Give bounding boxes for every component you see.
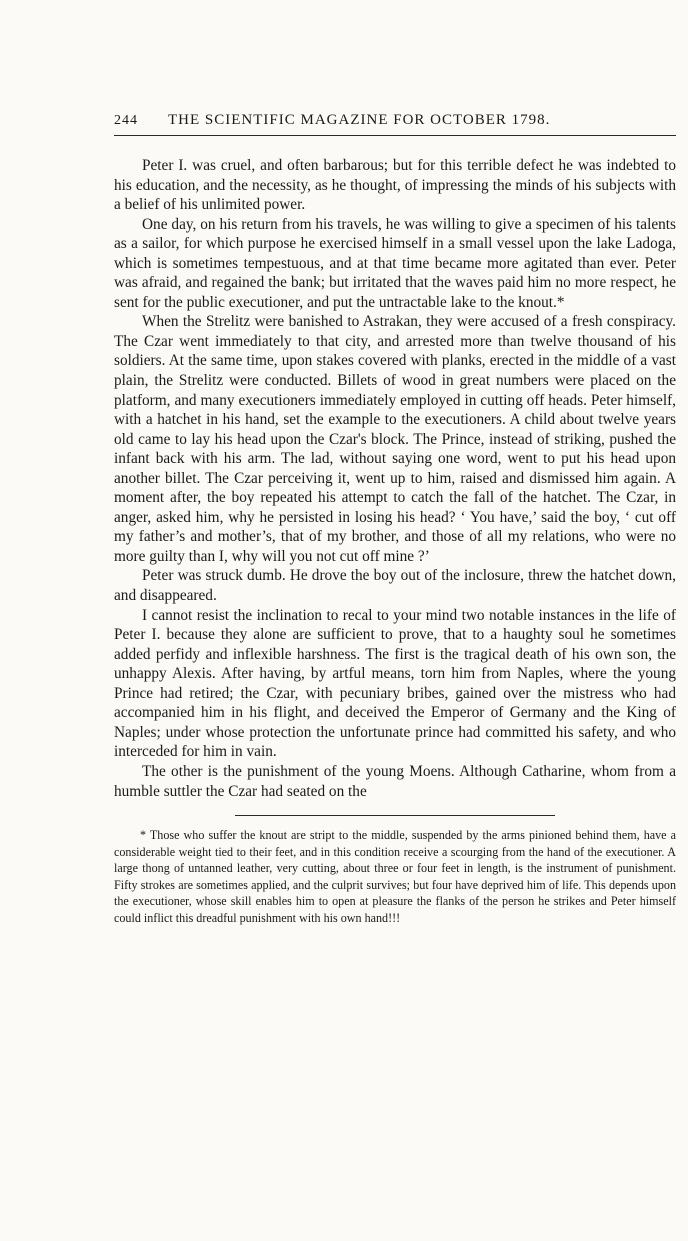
footnote-divider xyxy=(235,815,555,816)
article-body xyxy=(114,156,676,801)
page-number: 244 xyxy=(114,113,138,128)
running-header xyxy=(114,112,676,136)
footnote: * Those who suffer the knout are stript to the middle, suspended by the arms pinioned behind them, have a considerable weight tied to their feet, and in this condition receive a scourging from the hand of the executioner. A large thong of untanned leather, very cutting, about three or four feet in length, is the instrument of punishment. Fifty strokes are sometimes applied, and the culprit survives; but four have deprived him of life. This depends upon the executioner, whose skill enables him to open at pleasure the flanks of the person he strikes and Peter himself could inflict this dreadful punishment with his own hand!!! xyxy=(114,828,676,926)
paragraph: Peter was struck dumb. He drove the boy out of the inclosure, threw the hatchet down, and disappeared. xyxy=(114,567,676,605)
paragraph: One day, on his return from his travels, he was willing to give a specimen of his talents as a sailor, for which purpose he exercised himself in a small vessel upon the lake Ladoga, which is sometimes tempestuous, and at that time became more agitated than ever. Peter was afraid, and regained the bank; but irritated that the waves paid him no more respect, he sent for the public executioner, and put the untractable lake to the knout.* xyxy=(114,215,676,311)
running-title: THE SCIENTIFIC MAGAZINE FOR OCTOBER 1798. xyxy=(168,112,551,128)
page xyxy=(114,112,676,927)
paragraph: Peter I. was cruel, and often barbarous; but for this terrible defect he was indebted to his education, and the necessity, as he thought, of impressing the minds of his subjects with a belief of his unlimited power. xyxy=(114,157,676,214)
paragraph: The other is the punishment of the young Moens. Although Catharine, whom from a humble suttler the Czar had seated on the xyxy=(114,762,676,800)
paragraph: I cannot resist the inclination to recal to your mind two notable instances in the life of Peter I. because they alone are sufficient to prove, that to a haughty soul he sometimes added perfidy and inflexible harshness. The first is the tragical death of his own son, the unhappy Alexis. After having, by artful means, torn him from Naples, where the young Prince had retired; the Czar, with pecuniary bribes, gained over the mistress who had accompanied him in his flight, and deceived the Emperor of Germany and the King of Naples; under whose protection the unfortunate prince had committed his safety, and who interceded for him in vain. xyxy=(114,606,676,761)
paragraph: When the Strelitz were banished to Astrakan, they were accused of a fresh conspiracy. The Czar went immediately to that city, and arrested more than twelve thousand of his soldiers. At the same time, upon stakes covered with planks, erected in the middle of a vast plain, the Strelitz were conducted. Billets of wood in great numbers were placed on the platform, and many executioners immediately employed in cutting off heads. Peter himself, with a hatchet in his hand, set the example to the executioners. A child about twelve years old came to lay his head upon the Czar's block. The Prince, instead of striking, pushed the infant back with his arm. The lad, without saying one word, went to put his head upon another billet. The Czar perceiving it, went up to him, raised and dismissed him again. A moment after, the boy repeated his attempt to catch the fall of the hatchet. The Czar, in anger, asked him, why he persisted in losing his head? ‘ You have,’ said the boy, ‘ cut off my father’s and mother’s, that of my brother, and those of all my relations, who were no more guilty than I, why will you not cut off mine ?’ xyxy=(114,313,676,565)
